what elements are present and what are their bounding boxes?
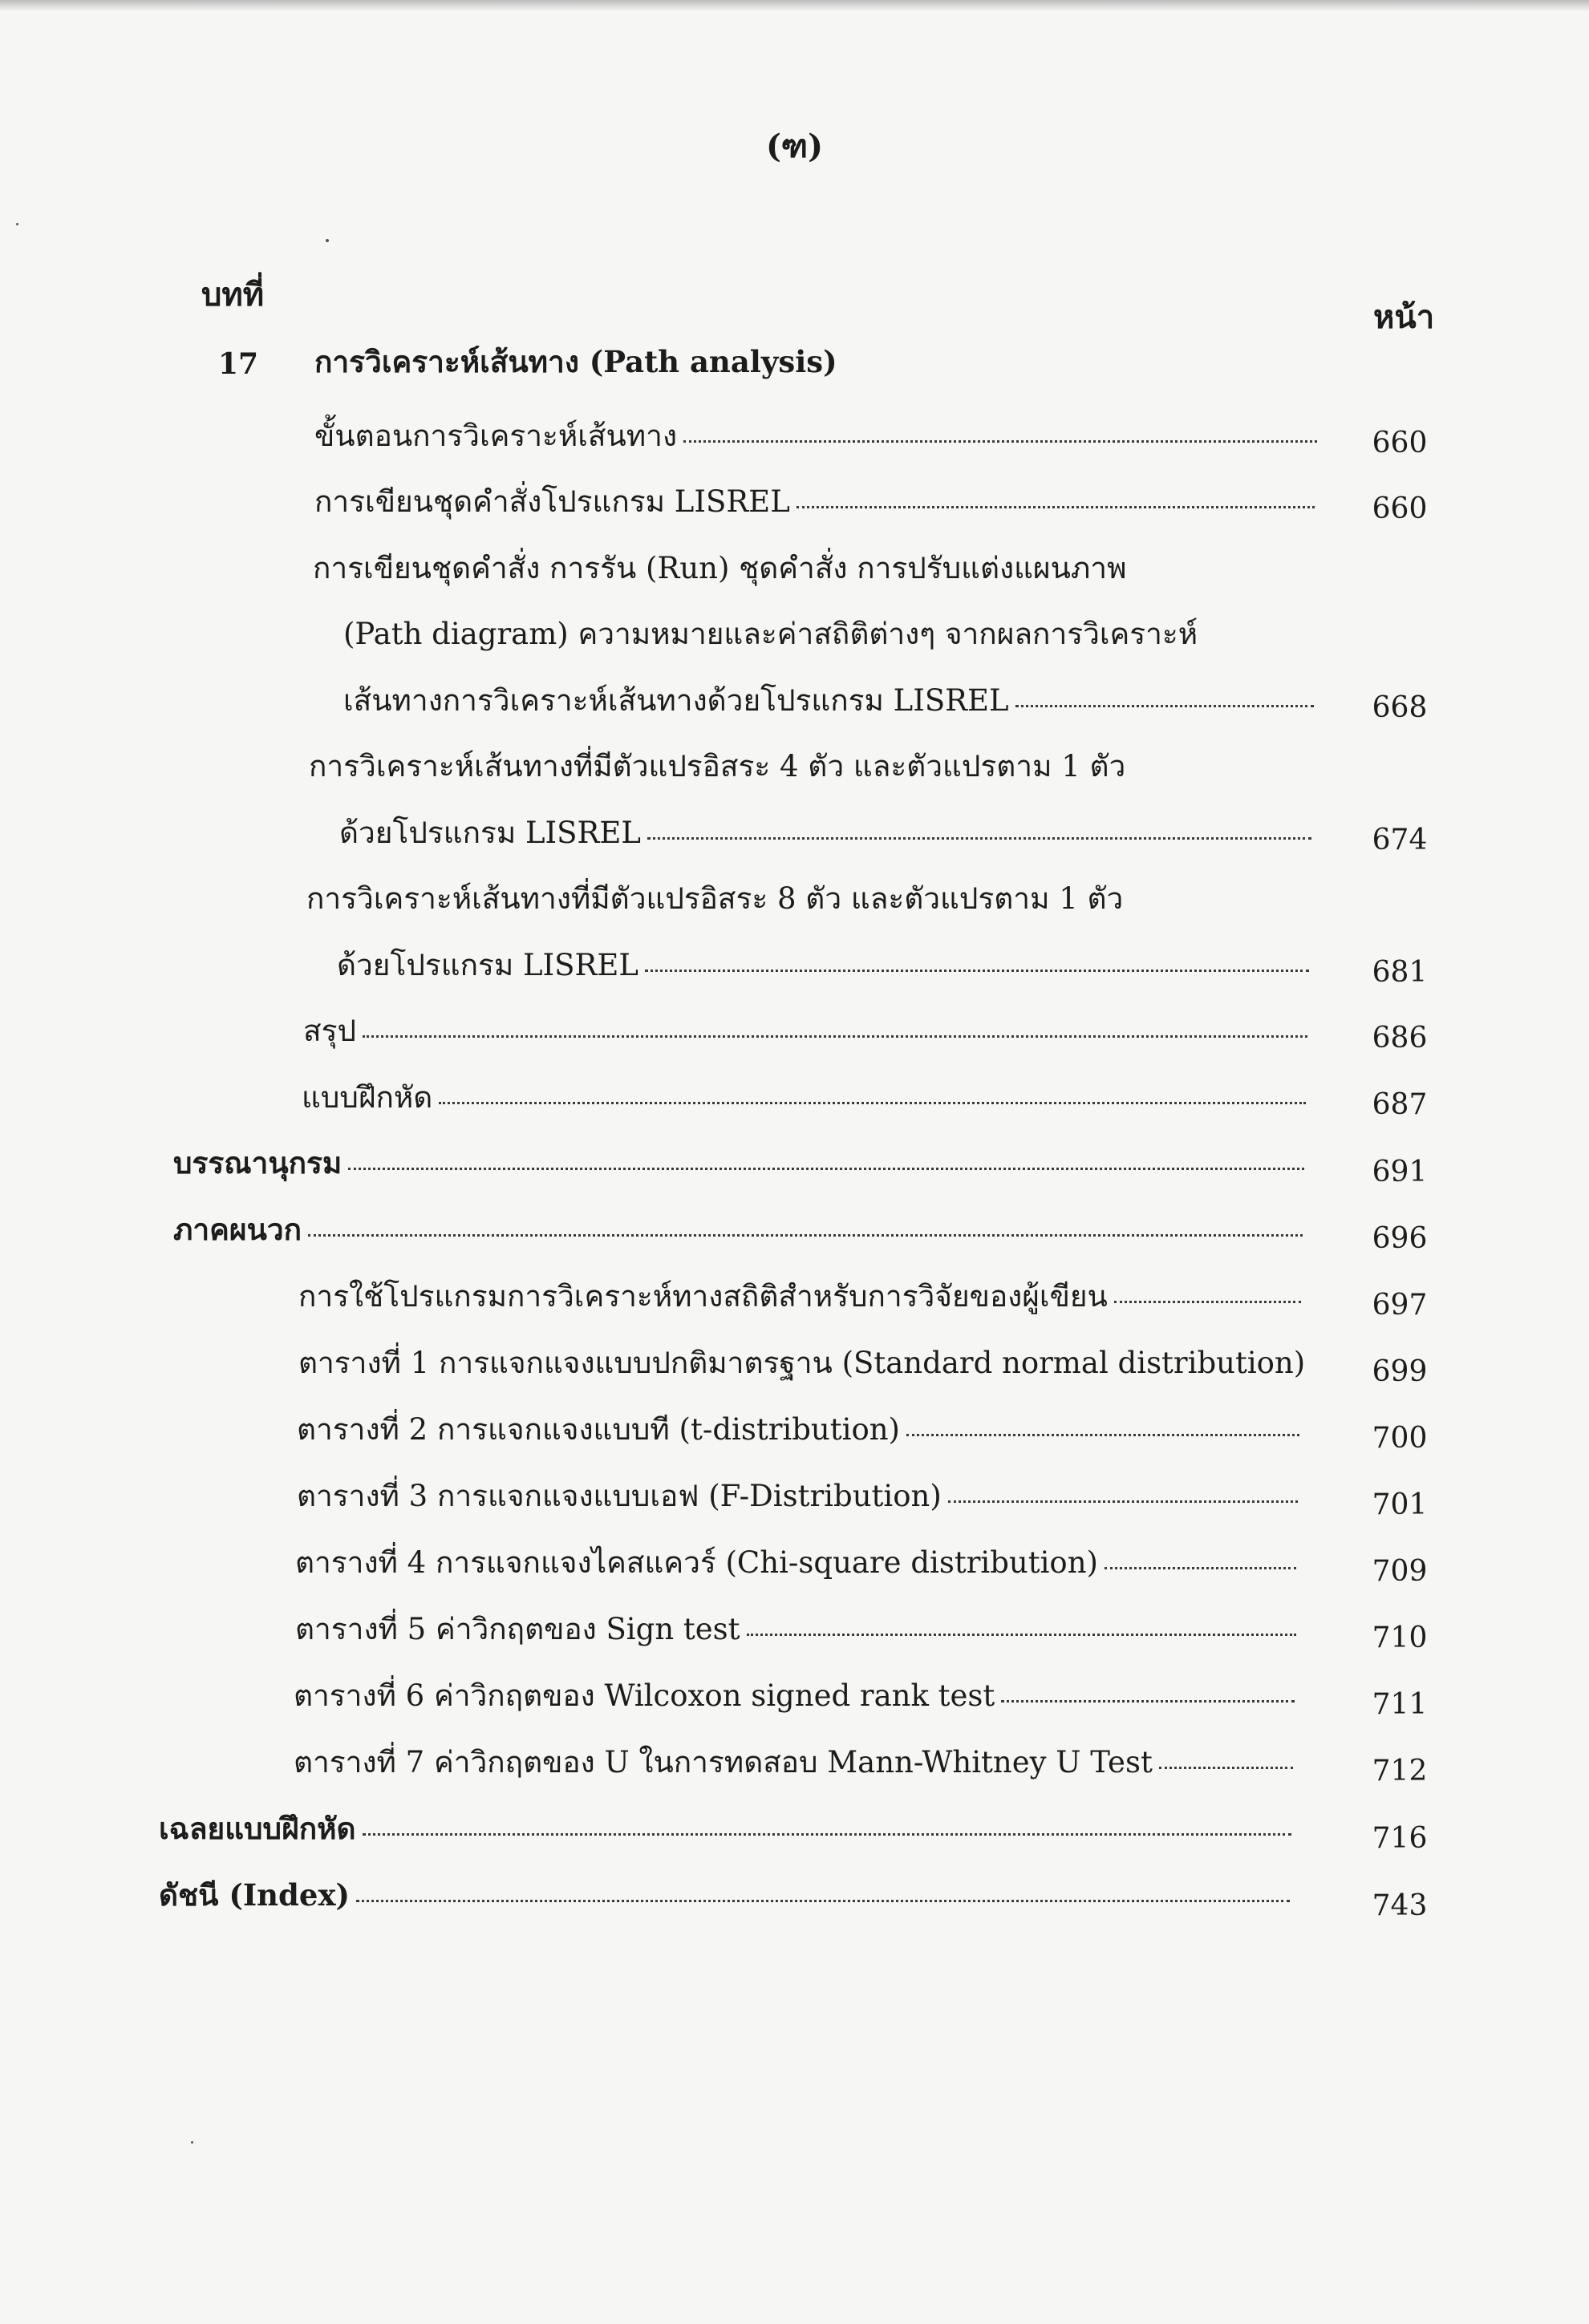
chapter-title: การวิเคราะห์เส้นทาง (Path analysis) <box>314 344 837 379</box>
dot-leader <box>1159 1766 1293 1769</box>
toc-entry-page: 660 <box>1372 427 1428 460</box>
dot-leader <box>747 1633 1296 1636</box>
toc-entry-page: 712 <box>1372 1755 1428 1788</box>
dot-leader <box>906 1433 1299 1436</box>
toc-entry-page: 660 <box>1372 492 1428 525</box>
toc-entry[interactable] <box>298 1279 1307 1314</box>
toc-entry[interactable] <box>295 1614 1303 1644</box>
toc-entry[interactable] <box>294 1678 1301 1713</box>
dot-leader <box>647 836 1311 840</box>
toc-entry-label: การใช้โปรแกรมการวิเคราะห์ทางสถิติสำหรับการวิจัยของผู้เขียน <box>298 1279 1108 1314</box>
toc-entry-label: ตารางที่ 5 ค่าวิกฤตของ Sign test <box>295 1612 740 1646</box>
toc-entry-label-line2: ด้วยโปรแกรม LISREL <box>339 816 641 850</box>
toc-entry-page: 686 <box>1372 1022 1428 1055</box>
chapter-number: 17 <box>218 347 259 381</box>
dot-leader <box>797 505 1315 508</box>
toc-entry-label: บรรณานุกรม <box>173 1145 343 1180</box>
dot-leader <box>348 1167 1304 1170</box>
toc-entry-page: 701 <box>1372 1488 1428 1521</box>
toc-entry-page: 699 <box>1372 1355 1428 1388</box>
toc-entry-answer-key[interactable] <box>159 1811 1298 1846</box>
toc-entry-label: ดัชนี (Index) <box>159 1877 351 1913</box>
toc-entry-page: 681 <box>1372 956 1428 989</box>
toc-entry-page: 687 <box>1372 1088 1428 1121</box>
toc-entry[interactable] <box>297 1481 1304 1511</box>
scan-speck <box>191 2141 193 2144</box>
toc-entry-page: 709 <box>1372 1555 1428 1588</box>
toc-entry[interactable] <box>303 1016 1314 1046</box>
toc-entry-label: ตารางที่ 1 การแจกแจงแบบปกติมาตรฐาน (Standard normal distribution) <box>298 1346 1306 1380</box>
toc-entry-label-line1: การวิเคราะห์เส้นทางที่มีตัวแปรอิสระ 4 ตัว และตัวแปรตาม 1 ตัว <box>309 749 1126 783</box>
toc-entry-appendix[interactable] <box>173 1212 1309 1247</box>
page-column-header: หน้า <box>1373 298 1435 336</box>
toc-entry-label: ตารางที่ 7 ค่าวิกฤตของ U ในการทดสอบ Mann-Whitney U Test <box>294 1745 1153 1779</box>
toc-entry-label: สรุป <box>303 1014 356 1048</box>
toc-entry-page: 696 <box>1372 1222 1428 1255</box>
dot-leader <box>439 1101 1306 1104</box>
dot-leader <box>1015 704 1314 707</box>
toc-entry-page: 711 <box>1372 1688 1428 1721</box>
dot-leader <box>356 1899 1290 1902</box>
toc-entry-label-line1: การเขียนชุดคำสั่ง การรัน (Run) ชุดคำสั่ง การปรับแต่งแผนภาพ <box>313 551 1127 585</box>
dot-leader <box>948 1500 1298 1503</box>
toc-entry[interactable] <box>294 1747 1299 1777</box>
toc-entry-page: 710 <box>1372 1622 1428 1654</box>
toc-entry-label: ตารางที่ 3 การแจกแจงแบบเอฟ (F-Distribution) <box>297 1479 942 1513</box>
dot-leader <box>363 1034 1307 1038</box>
toc-entry-label-line2: (Path diagram) ความหมายและค่าสถิติต่างๆ จากผลการวิเคราะห์ <box>343 617 1198 651</box>
toc-entry-page: 700 <box>1372 1422 1428 1455</box>
scan-speck <box>326 239 329 242</box>
toc-entry-label: เฉลยแบบฝึกหัด <box>159 1811 356 1846</box>
toc-entry-page: 743 <box>1372 1889 1428 1922</box>
toc-entry[interactable] <box>343 683 1320 718</box>
dot-leader <box>683 439 1317 443</box>
scan-speck <box>16 223 18 225</box>
toc-entry-page: 691 <box>1372 1156 1428 1188</box>
toc-entry-label: การเขียนชุดคำสั่งโปรแกรม LISREL <box>314 484 790 519</box>
toc-entry-label: ภาคผนวก <box>173 1212 302 1247</box>
toc-entry[interactable] <box>314 421 1323 451</box>
toc-entry-label: แบบฝึกหัด <box>302 1080 433 1115</box>
toc-entry-index[interactable] <box>159 1877 1296 1913</box>
dot-leader <box>1001 1699 1295 1703</box>
dot-leader <box>363 1832 1291 1836</box>
toc-entry[interactable] <box>295 1545 1303 1580</box>
toc-entry-label: ขั้นตอนการวิเคราะห์เส้นทาง <box>314 419 678 453</box>
toc-entry[interactable] <box>337 950 1315 980</box>
toc-entry-label: ตารางที่ 4 การแจกแจงไคสแควร์ (Chi-square distribution) <box>295 1545 1098 1580</box>
dot-leader <box>645 969 1309 972</box>
dot-leader <box>1114 1300 1301 1303</box>
toc-entry-label-line2: ด้วยโปรแกรม LISREL <box>337 948 638 982</box>
toc-entry[interactable] <box>339 818 1318 848</box>
toc-entry-page: 674 <box>1372 824 1428 856</box>
toc-entry-label-line1: การวิเคราะห์เส้นทางที่มีตัวแปรอิสระ 8 ตัว และตัวแปรตาม 1 ตัว <box>306 881 1124 916</box>
chapter-column-header: บทที่ <box>201 276 265 314</box>
toc-entry-page: 697 <box>1372 1289 1428 1322</box>
scan-edge-shadow <box>0 0 1589 11</box>
toc-entry-page: 668 <box>1372 691 1428 724</box>
page-number: (ฑ) <box>765 128 824 165</box>
toc-entry[interactable] <box>302 1080 1312 1115</box>
dot-leader <box>308 1233 1303 1237</box>
toc-entry-label-line3: เส้นทางการวิเคราะห์เส้นทางด้วยโปรแกรม LISREL <box>343 683 1009 718</box>
toc-entry-bibliography[interactable] <box>173 1145 1311 1180</box>
toc-entry[interactable] <box>297 1412 1306 1447</box>
toc-entry-label: ตารางที่ 2 การแจกแจงแบบที (t-distribution) <box>297 1412 900 1447</box>
toc-entry-label: ตารางที่ 6 ค่าวิกฤตของ Wilcoxon signed rank test <box>294 1678 995 1713</box>
dot-leader <box>1105 1566 1296 1569</box>
toc-entry[interactable] <box>298 1348 1307 1378</box>
toc-entry-page: 716 <box>1372 1822 1428 1855</box>
toc-entry[interactable] <box>314 484 1321 519</box>
